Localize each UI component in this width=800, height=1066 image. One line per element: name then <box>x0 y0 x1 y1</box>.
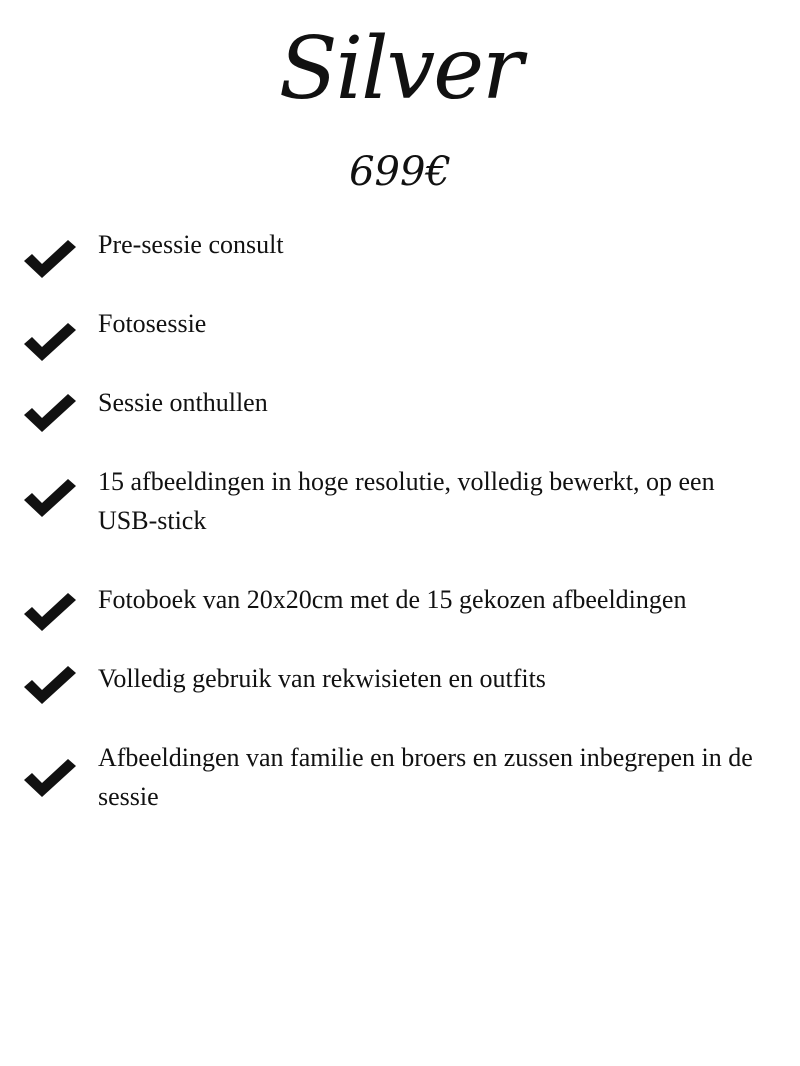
check-mark-icon <box>22 588 78 634</box>
feature-label: Pre-sessie consult <box>98 230 284 259</box>
feature-label: Volledig gebruik van rekwisieten en outfits <box>98 664 546 693</box>
check-mark-icon <box>22 318 78 364</box>
check-mark-icon <box>22 389 78 435</box>
package-title: Silver <box>278 19 522 119</box>
feature-label: Afbeeldingen van familie en broers en zussen inbegrepen in de sessie <box>98 743 753 811</box>
feature-label: Fotosessie <box>98 309 207 338</box>
check-mark-icon <box>22 661 78 707</box>
check-mark-icon <box>22 474 78 520</box>
feature-label: Fotoboek van 20x20cm met de 15 gekozen afbeeldingen <box>98 585 687 614</box>
check-mark-icon <box>22 235 78 281</box>
check-mark-icon <box>22 754 78 800</box>
feature-label: 15 afbeeldingen in hoge resolutie, volledig bewerkt, op een USB-stick <box>98 467 715 535</box>
package-price: 699€ <box>349 149 451 195</box>
feature-label: Sessie onthullen <box>98 388 268 417</box>
